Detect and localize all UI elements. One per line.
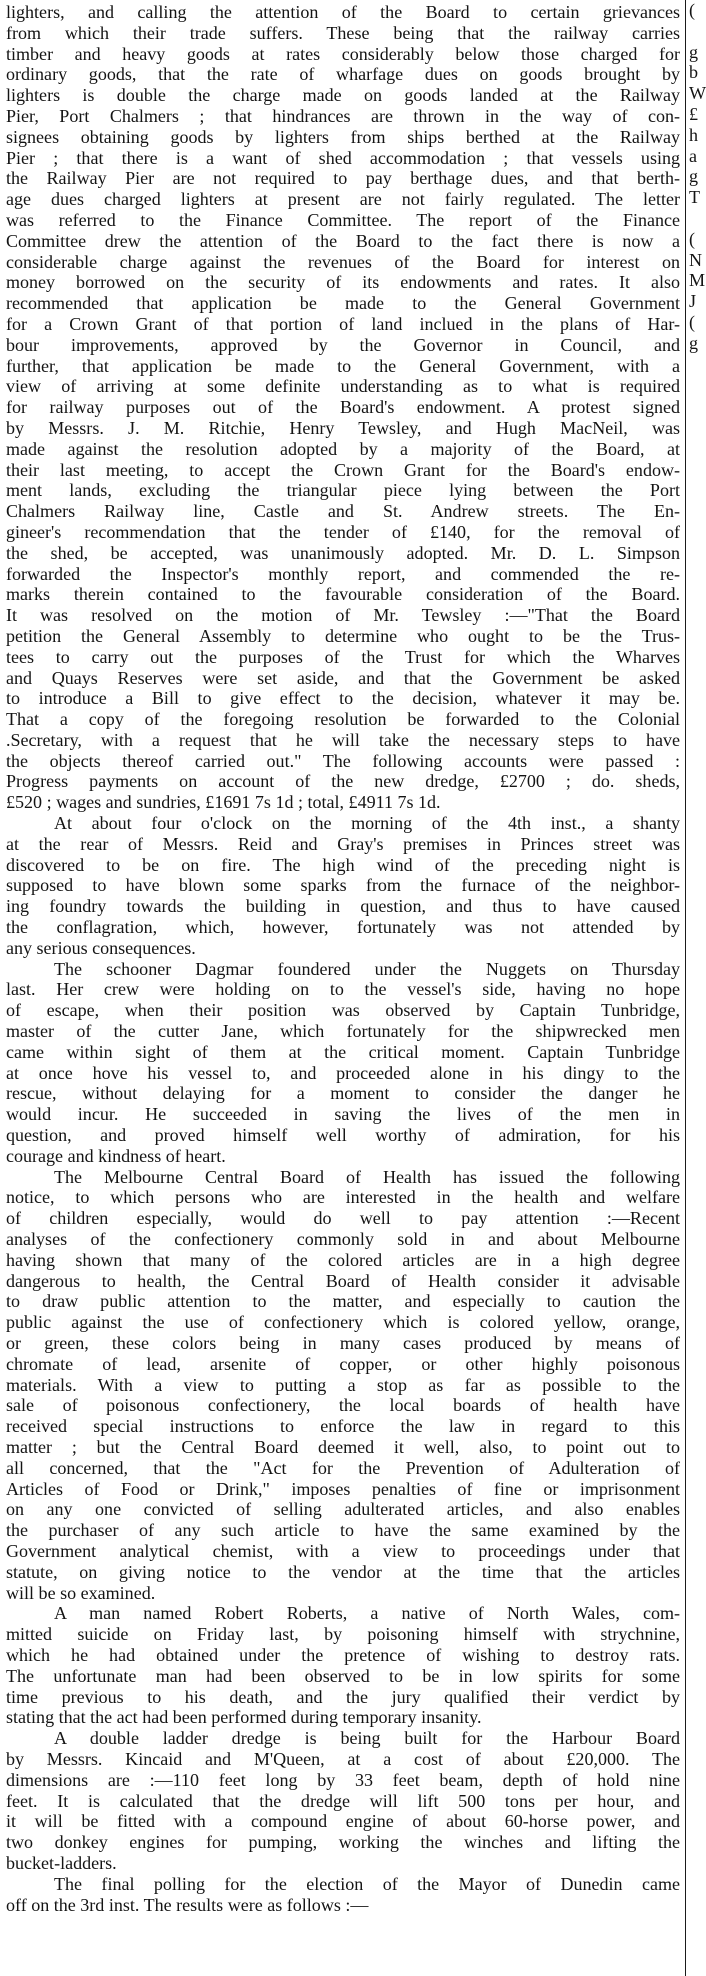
article-line: It was resolved on the motion of Mr. Tewsley :—"That the Board [6, 605, 680, 626]
article-line: of children especially, would do well to pay attention :—Recent [6, 1208, 680, 1229]
adjacent-column-char: g [689, 41, 699, 62]
adjacent-column-char [689, 21, 700, 42]
article-line: bour improvements, approved by the Governor in Council, and [6, 334, 680, 355]
article-line: or green, these colors being in many cases produced by means of [6, 1333, 680, 1353]
adjacent-column-char: M [689, 270, 706, 291]
article-line: which he had obtained under the pretence of wishing to destroy rats. [6, 1644, 680, 1665]
adjacent-column-char: N [689, 249, 703, 270]
article-line: discovered to be on fire. The high wind of the preceding night is [6, 854, 680, 875]
article-line: materials. With a view to putting a stop as far as possible to the [6, 1374, 680, 1395]
article-line: two donkey engines for pumping, working the winches and lifting the [6, 1832, 680, 1853]
article-line: Articles of Food or Drink," imposes penalties of fine or imprisonment [6, 1478, 680, 1499]
article-line: the purchaser of any such article to have the same examined by the [6, 1520, 680, 1541]
adjacent-column-char [689, 208, 700, 229]
article-line: supposed to have blown some sparks from the furnace of the neighbor- [6, 875, 680, 896]
article-line: ing foundry towards the building in question, and thus to have caused [6, 896, 680, 917]
article-line: At about four o'clock on the morning of the 4th inst., a shanty [54, 813, 680, 834]
article-line: of escape, when their position was observed by Captain Tunbridge, [6, 1000, 680, 1021]
article-line: for railway purposes out of the Board's endowment. A protest signed [6, 397, 680, 418]
article-line: tees to carry out the purposes of the Trust for which the Wharves [6, 646, 680, 667]
article-line: the shed, be accepted, was unanimously adopted. Mr. D. L. Simpson [6, 542, 680, 563]
article-line: Government analytical chemist, with a view to proceedings under that [6, 1540, 680, 1561]
article-line: on any one convicted of selling adulterated articles, and also enables [6, 1499, 680, 1520]
article-line: made against the resolution adopted by a majority of the Board, at [6, 438, 680, 459]
article-line: master of the cutter Jane, which fortunately for the shipwrecked men [6, 1021, 680, 1042]
article-line: it will be fitted with a compound engine of about 60-horse power, and [6, 1811, 680, 1832]
article-line: the Railway Pier are not required to pay berthage dues, and that berth- [6, 168, 680, 189]
article-line: The Melbourne Central Board of Health has issued the following [54, 1166, 680, 1187]
article-line: The schooner Dagmar foundered under the Nuggets on Thursday [54, 958, 680, 979]
adjacent-column-char: g [689, 166, 699, 187]
adjacent-column-char: a [689, 145, 698, 166]
adjacent-column-char: h [689, 124, 699, 145]
article-line: The final polling for the election of the Mayor of Dunedin came [54, 1873, 680, 1894]
article-line: question, and proved himself well worthy of admiration, for his [6, 1125, 680, 1146]
article-line: .Secretary, with a request that he will take the necessary steps to have [6, 729, 680, 750]
article-line: for a Crown Grant of that portion of land inclued in the plans of Har- [6, 313, 680, 334]
article-line: age dues charged lighters at present are not fairly regulated. The letter [6, 189, 680, 210]
article-line: lighters is double the charge made on goods landed at the Railway [6, 85, 680, 106]
adjacent-column-char: g [689, 332, 699, 353]
article-line: matter ; but the Central Board deemed it well, also, to point out to [6, 1436, 680, 1457]
article-line: Progress payments on account of the new dredge, £2700 ; do. sheds, [6, 771, 680, 792]
article-line: dangerous to health, the Central Board of Health consider it advisable [6, 1270, 680, 1291]
article-line: petition the General Assembly to determine who ought to be the Trus- [6, 625, 680, 646]
article-line: off on the 3rd inst. The results were as follows :— [6, 1894, 369, 1915]
article-line: dimensions are :—110 feet long by 33 feet beam, depth of hold nine [6, 1769, 680, 1790]
article-line: time previous to his death, and the jury qualified their verdict by [6, 1686, 680, 1707]
adjacent-column-fragment [689, 0, 706, 374]
article-line: having shown that many of the colored articles are in a high degree [6, 1249, 680, 1270]
article-line: at the rear of Messrs. Reid and Gray's premises in Princes street was [6, 833, 680, 854]
article-line: That a copy of the foregoing resolution be forwarded to the Colonial [6, 709, 680, 730]
article-line: by Messrs. Kincaid and M'Queen, at a cost of about £20,000. The [6, 1748, 680, 1769]
article-line: A double ladder dredge is being built for the Harbour Board [54, 1728, 680, 1749]
article-line: ordinary goods, that the rate of wharfage dues on goods brought by [6, 64, 680, 85]
adjacent-column-char: ( [689, 228, 696, 249]
article-line: last. Her crew were holding on to the vessel's side, having no hope [6, 979, 680, 1000]
article-line: view of arriving at some definite understanding as to what is required [6, 376, 680, 397]
article-line: from which their trade suffers. These being that the railway carries [6, 22, 680, 43]
article-line: timber and heavy goods at rates considerably below those charged for [6, 43, 680, 64]
article-line: the conflagration, which, however, fortunately was not attended by [6, 917, 680, 938]
article-line: was referred to the Finance Committee. The report of the Finance [6, 209, 680, 230]
article-line: The unfortunate man had been observed to be in low spirits for some [6, 1665, 680, 1686]
column-rule [685, 0, 686, 1976]
article-line: public against the use of confectionery which is colored yellow, orange, [6, 1312, 680, 1333]
article-line: ment lands, excluding the triangular piece lying between the Port [6, 480, 680, 501]
article-line: analyses of the confectionery commonly sold in and about Melbourne [6, 1229, 680, 1250]
article-line: to introduce a Bill to give effect to the decision, whatever it may be. [6, 688, 680, 709]
article-line: signees obtaining goods by lighters from ships berthed at the Railway [6, 126, 680, 147]
article-line: and Quays Reserves were set aside, and that the Government be asked [6, 667, 680, 688]
article-line: chromate of lead, arsenite of copper, or other highly poisonous [6, 1353, 680, 1374]
article-line: any serious consequences. [6, 937, 196, 958]
article-line: notice, to which persons who are interested in the health and welfare [6, 1187, 680, 1208]
article-line: recommended that application be made to the General Government [6, 293, 680, 314]
article-line: the objects thereof carried out." The following accounts were passed : [6, 750, 680, 771]
article-line: Committee drew the attention of the Board to the fact there is now a [6, 230, 680, 251]
article-line: by Messrs. J. M. Ritchie, Henry Tewsley, and Hugh MacNeil, was [6, 417, 680, 438]
article-line: £520 ; wages and sundries, £1691 7s 1d ; total, £4911 7s 1d. [6, 792, 441, 813]
article-line: all concerned, that the "Act for the Prevention of Adulteration of [6, 1457, 680, 1478]
article-line: their last meeting, to accept the Crown Grant for the Board's endow- [6, 459, 680, 480]
article-line: stating that the act had been performed during temporary insanity. [6, 1707, 482, 1728]
article-line: feet. It is calculated that the dredge will lift 500 tons per hour, and [6, 1790, 680, 1811]
adjacent-column-char: W [689, 83, 706, 104]
article-line: to draw public attention to the matter, and especially to caution the [6, 1291, 680, 1312]
article-line: mitted suicide on Friday last, by poisoning himself with strychnine, [6, 1624, 680, 1645]
article-line: Pier, Port Chalmers ; that hindrances are thrown in the way of con- [6, 105, 680, 126]
article-line: came within sight of them at the critical moment. Captain Tunbridge [6, 1041, 680, 1062]
article-line: further, that application be made to the General Government, with a [6, 355, 680, 376]
article-line: considerable charge against the revenues of the Board for interest on [6, 251, 680, 272]
adjacent-column-char: ( [689, 0, 696, 20]
adjacent-column-char: J [689, 291, 697, 312]
article-line: courage and kindness of heart. [6, 1145, 226, 1166]
article-line: received special instructions to enforce the law in regard to this [6, 1416, 680, 1437]
article-line: bucket-ladders. [6, 1852, 117, 1873]
article-line: sale of poisonous confectionery, the local boards of health have [6, 1395, 680, 1416]
article-line: money borrowed on the security of its endowments and rates. It also [6, 272, 680, 293]
adjacent-column-char: T [689, 187, 701, 208]
article-line: Chalmers Railway line, Castle and St. Andrew streets. The En- [6, 501, 680, 522]
article-line: statute, on giving notice to the vendor at the time that the articles [6, 1561, 680, 1582]
article-line: at once hove his vessel to, and proceeded alone in his dingy to the [6, 1062, 680, 1083]
adjacent-column-char: ( [689, 311, 696, 332]
article-line: lighters, and calling the attention of the Board to certain grievances [6, 2, 680, 22]
article-line: gineer's recommendation that the tender of £140, for the removal of [6, 521, 680, 542]
article-line: marks therein contained to the favourable consideration of the Board. [6, 584, 680, 605]
article-line: A man named Robert Roberts, a native of North Wales, com- [54, 1603, 680, 1624]
article-line: rescue, without delaying for a moment to consider the danger he [6, 1083, 680, 1104]
article-line: Pier ; that there is a want of shed accommodation ; that vessels using [6, 147, 680, 168]
article-line: would incur. He succeeded in saving the lives of the men in [6, 1104, 680, 1125]
article-line: will be so examined. [6, 1582, 156, 1603]
adjacent-column-char: £ [689, 103, 699, 124]
article-line: forwarded the Inspector's monthly report, and commended the re- [6, 563, 680, 584]
adjacent-column-char: b [689, 62, 699, 83]
adjacent-column-char [689, 354, 700, 375]
